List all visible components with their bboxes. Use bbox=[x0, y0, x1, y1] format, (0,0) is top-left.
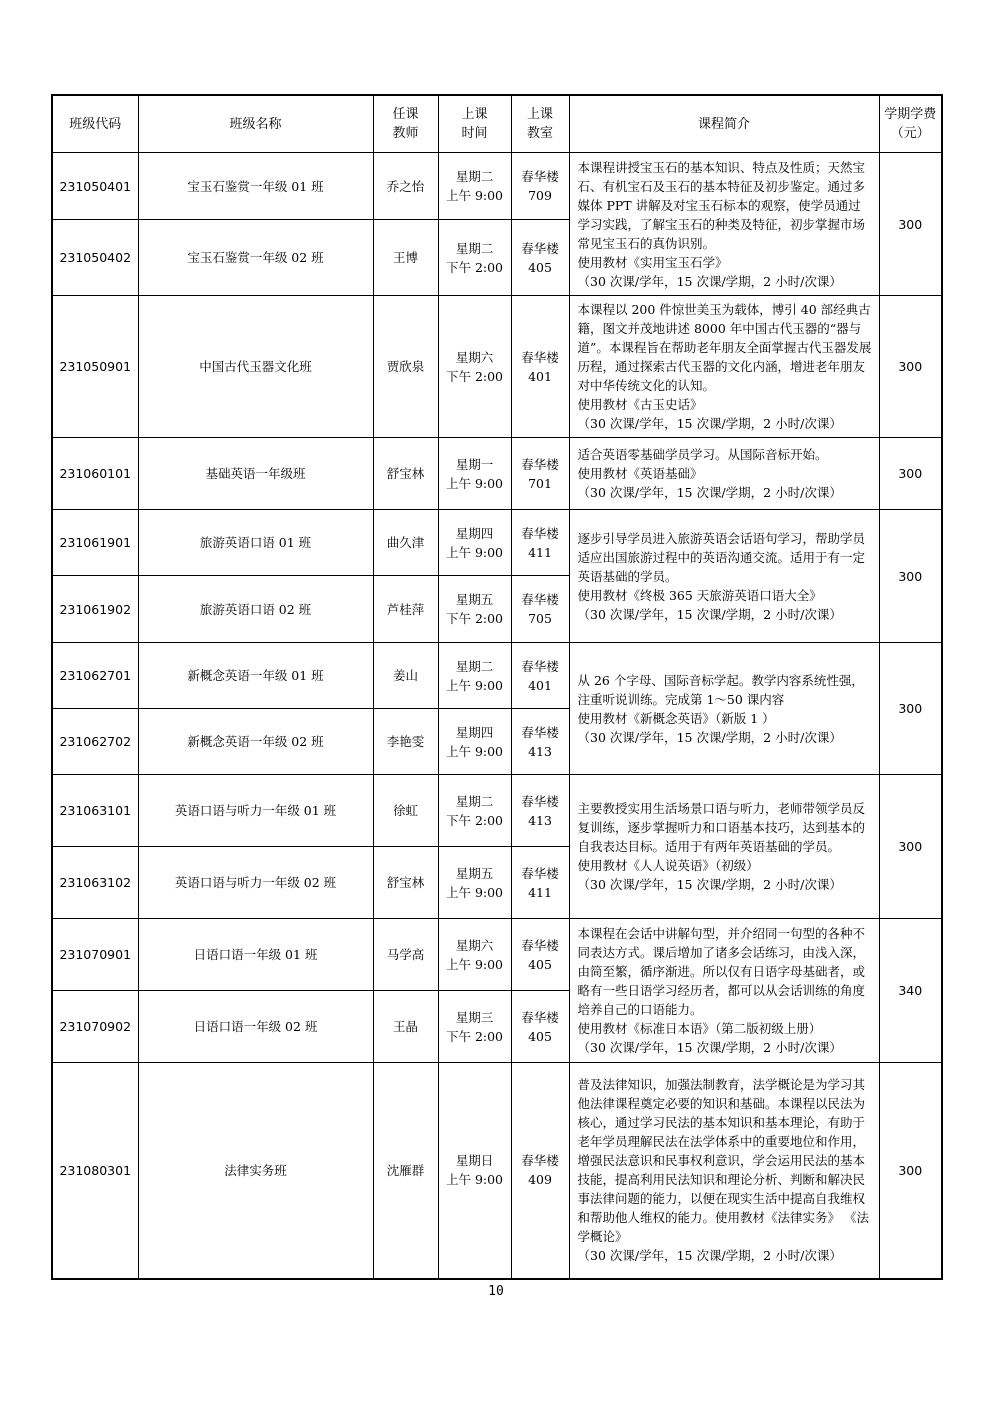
teacher-name: 徐虹 bbox=[373, 775, 438, 847]
class-name: 宝玉石鉴赏一年级 01 班 bbox=[138, 153, 373, 220]
class-code: 231063101 bbox=[52, 775, 138, 847]
teacher-name: 芦桂萍 bbox=[373, 576, 438, 643]
class-code: 231062701 bbox=[52, 643, 138, 709]
course-description: 本课程讲授宝玉石的基本知识、特点及性质；天然宝石、有机宝石及玉石的基本特征及初步鉴定。通过多媒体 PPT 讲解及对宝玉石标本的观察，使学员通过学习实践，了解宝玉石的种类及特征，初步掌握市场常见宝玉石的真伪识别。 使用教材《实用宝玉石学》 （30 次课/学年，15 次课/学期，2 小时/次课） bbox=[569, 153, 879, 296]
semester-fee: 300 bbox=[879, 775, 942, 919]
table-row bbox=[52, 643, 942, 709]
class-name: 宝玉石鉴赏一年级 02 班 bbox=[138, 220, 373, 296]
class-time: 星期二 下午 2:00 bbox=[438, 775, 511, 847]
class-code: 231050401 bbox=[52, 153, 138, 220]
teacher-name: 李艳雯 bbox=[373, 709, 438, 775]
header-fee: 学期学费 （元） bbox=[879, 95, 942, 153]
class-code: 231050402 bbox=[52, 220, 138, 296]
teacher-name: 舒宝林 bbox=[373, 438, 438, 510]
course-description: 普及法律知识，加强法制教育，法学概论是为学习其他法律课程奠定必要的知识和基础。本课程以民法为核心，通过学习民法的基本知识和基本理论，有助于老年学员理解民法在法学体系中的重要地位和作用，增强民法意识和民事权利意识，学会运用民法的基本技能，提高利用民法知识和理论分析、判断和解决民事法律问题的能力，以便在现实生活中提高自我维权和帮助他人维权的能力。使用教材《法律实务》 《法学概论》 （30 次课/学年，15 次课/学期，2 小时/次课） bbox=[569, 1063, 879, 1279]
semester-fee: 300 bbox=[879, 153, 942, 296]
semester-fee: 300 bbox=[879, 643, 942, 775]
class-time: 星期三 下午 2:00 bbox=[438, 991, 511, 1063]
classroom: 春华楼 401 bbox=[511, 296, 569, 438]
class-name: 中国古代玉器文化班 bbox=[138, 296, 373, 438]
class-name: 新概念英语一年级 01 班 bbox=[138, 643, 373, 709]
class-time: 星期二 下午 2:00 bbox=[438, 220, 511, 296]
class-time: 星期六 上午 9:00 bbox=[438, 919, 511, 991]
semester-fee: 300 bbox=[879, 296, 942, 438]
class-name: 英语口语与听力一年级 01 班 bbox=[138, 775, 373, 847]
table-row bbox=[52, 775, 942, 847]
classroom: 春华楼 401 bbox=[511, 643, 569, 709]
class-time: 星期二 上午 9:00 bbox=[438, 643, 511, 709]
teacher-name: 沈雁群 bbox=[373, 1063, 438, 1279]
table-row bbox=[52, 919, 942, 991]
class-name: 旅游英语口语 01 班 bbox=[138, 510, 373, 576]
semester-fee: 300 bbox=[879, 1063, 942, 1279]
header-row bbox=[52, 95, 942, 153]
class-time: 星期四 上午 9:00 bbox=[438, 709, 511, 775]
header-time: 上课 时间 bbox=[438, 95, 511, 153]
teacher-name: 王博 bbox=[373, 220, 438, 296]
class-time: 星期六 下午 2:00 bbox=[438, 296, 511, 438]
class-code: 231063102 bbox=[52, 847, 138, 919]
header-code: 班级代码 bbox=[52, 95, 138, 153]
teacher-name: 马学高 bbox=[373, 919, 438, 991]
course-description: 本课程以 200 件惊世美玉为载体，博引 40 部经典古籍，图文并茂地讲述 8000 年中国古代玉器的“器与道”。本课程旨在帮助老年朋友全面掌握古代玉器发展历程，通过探索古代玉器的文化内涵，增进老年朋友对中华传统文化的认知。 使用教材《古玉史话》 （30 次课/学年，15 次课/学期，2 小时/次课） bbox=[569, 296, 879, 438]
class-name: 日语口语一年级 01 班 bbox=[138, 919, 373, 991]
class-time: 星期日 上午 9:00 bbox=[438, 1063, 511, 1279]
class-code: 231070901 bbox=[52, 919, 138, 991]
semester-fee: 300 bbox=[879, 438, 942, 510]
header-name: 班级名称 bbox=[138, 95, 373, 153]
header-desc: 课程简介 bbox=[569, 95, 879, 153]
teacher-name: 姜山 bbox=[373, 643, 438, 709]
header-teacher: 任课 教师 bbox=[373, 95, 438, 153]
class-code: 231062702 bbox=[52, 709, 138, 775]
class-name: 英语口语与听力一年级 02 班 bbox=[138, 847, 373, 919]
class-name: 旅游英语口语 02 班 bbox=[138, 576, 373, 643]
table-row bbox=[52, 296, 942, 438]
classroom: 春华楼 405 bbox=[511, 991, 569, 1063]
class-code: 231061902 bbox=[52, 576, 138, 643]
classroom: 春华楼 709 bbox=[511, 153, 569, 220]
classroom: 春华楼 413 bbox=[511, 775, 569, 847]
class-code: 231070902 bbox=[52, 991, 138, 1063]
course-description: 本课程在会话中讲解句型，并介绍同一句型的各种不同表达方式。课后增加了诸多会话练习，由浅入深，由简至繁，循序渐进。所以仅有日语字母基础者，或略有一些日语学习经历者，都可以从会话训练的角度培养自己的口语能力。 使用教材《标准日本语》（第二版初级上册） （30 次课/学年，15 次课/学期，2 小时/次课） bbox=[569, 919, 879, 1063]
course-table bbox=[51, 94, 943, 1280]
teacher-name: 乔之怡 bbox=[373, 153, 438, 220]
table-row bbox=[52, 1063, 942, 1279]
course-description: 适合英语零基础学员学习。从国际音标开始。 使用教材《英语基础》 （30 次课/学年，15 次课/学期，2 小时/次课） bbox=[569, 438, 879, 510]
class-name: 新概念英语一年级 02 班 bbox=[138, 709, 373, 775]
teacher-name: 曲久津 bbox=[373, 510, 438, 576]
class-code: 231061901 bbox=[52, 510, 138, 576]
classroom: 春华楼 411 bbox=[511, 510, 569, 576]
page-number: 10 bbox=[488, 1284, 504, 1299]
class-name: 日语口语一年级 02 班 bbox=[138, 991, 373, 1063]
class-code: 231060101 bbox=[52, 438, 138, 510]
class-time: 星期四 上午 9:00 bbox=[438, 510, 511, 576]
classroom: 春华楼 405 bbox=[511, 919, 569, 991]
classroom: 春华楼 413 bbox=[511, 709, 569, 775]
semester-fee: 300 bbox=[879, 510, 942, 643]
class-name: 基础英语一年级班 bbox=[138, 438, 373, 510]
class-code: 231080301 bbox=[52, 1063, 138, 1279]
table-row bbox=[52, 153, 942, 220]
classroom: 春华楼 705 bbox=[511, 576, 569, 643]
course-description: 主要教授实用生活场景口语与听力，老师带领学员反复训练，逐步掌握听力和口语基本技巧，达到基本的自我表达目标。适用于有两年英语基础的学员。 使用教材《人人说英语》（初级） （30 次课/学年，15 次课/学期，2 小时/次课） bbox=[569, 775, 879, 919]
classroom: 春华楼 411 bbox=[511, 847, 569, 919]
teacher-name: 舒宝林 bbox=[373, 847, 438, 919]
class-time: 星期一 上午 9:00 bbox=[438, 438, 511, 510]
class-time: 星期五 上午 9:00 bbox=[438, 847, 511, 919]
table-row bbox=[52, 438, 942, 510]
table-row bbox=[52, 510, 942, 576]
classroom: 春华楼 409 bbox=[511, 1063, 569, 1279]
semester-fee: 340 bbox=[879, 919, 942, 1063]
course-description: 逐步引导学员进入旅游英语会话语句学习，帮助学员适应出国旅游过程中的英语沟通交流。适用于有一定英语基础的学员。 使用教材《终极 365 天旅游英语口语大全》 （30 次课/学年，15 次课/学期，2 小时/次课） bbox=[569, 510, 879, 643]
teacher-name: 贾欣泉 bbox=[373, 296, 438, 438]
class-time: 星期五 下午 2:00 bbox=[438, 576, 511, 643]
class-time: 星期二 上午 9:00 bbox=[438, 153, 511, 220]
header-room: 上课 教室 bbox=[511, 95, 569, 153]
classroom: 春华楼 405 bbox=[511, 220, 569, 296]
classroom: 春华楼 701 bbox=[511, 438, 569, 510]
course-description: 从 26 个字母、国际音标学起。教学内容系统性强，注重听说训练。完成第 1～50 课内容 使用教材《新概念英语》（新版 1 ） （30 次课/学年，15 次课/学期，2 小时/次课） bbox=[569, 643, 879, 775]
teacher-name: 王晶 bbox=[373, 991, 438, 1063]
class-code: 231050901 bbox=[52, 296, 138, 438]
class-name: 法律实务班 bbox=[138, 1063, 373, 1279]
